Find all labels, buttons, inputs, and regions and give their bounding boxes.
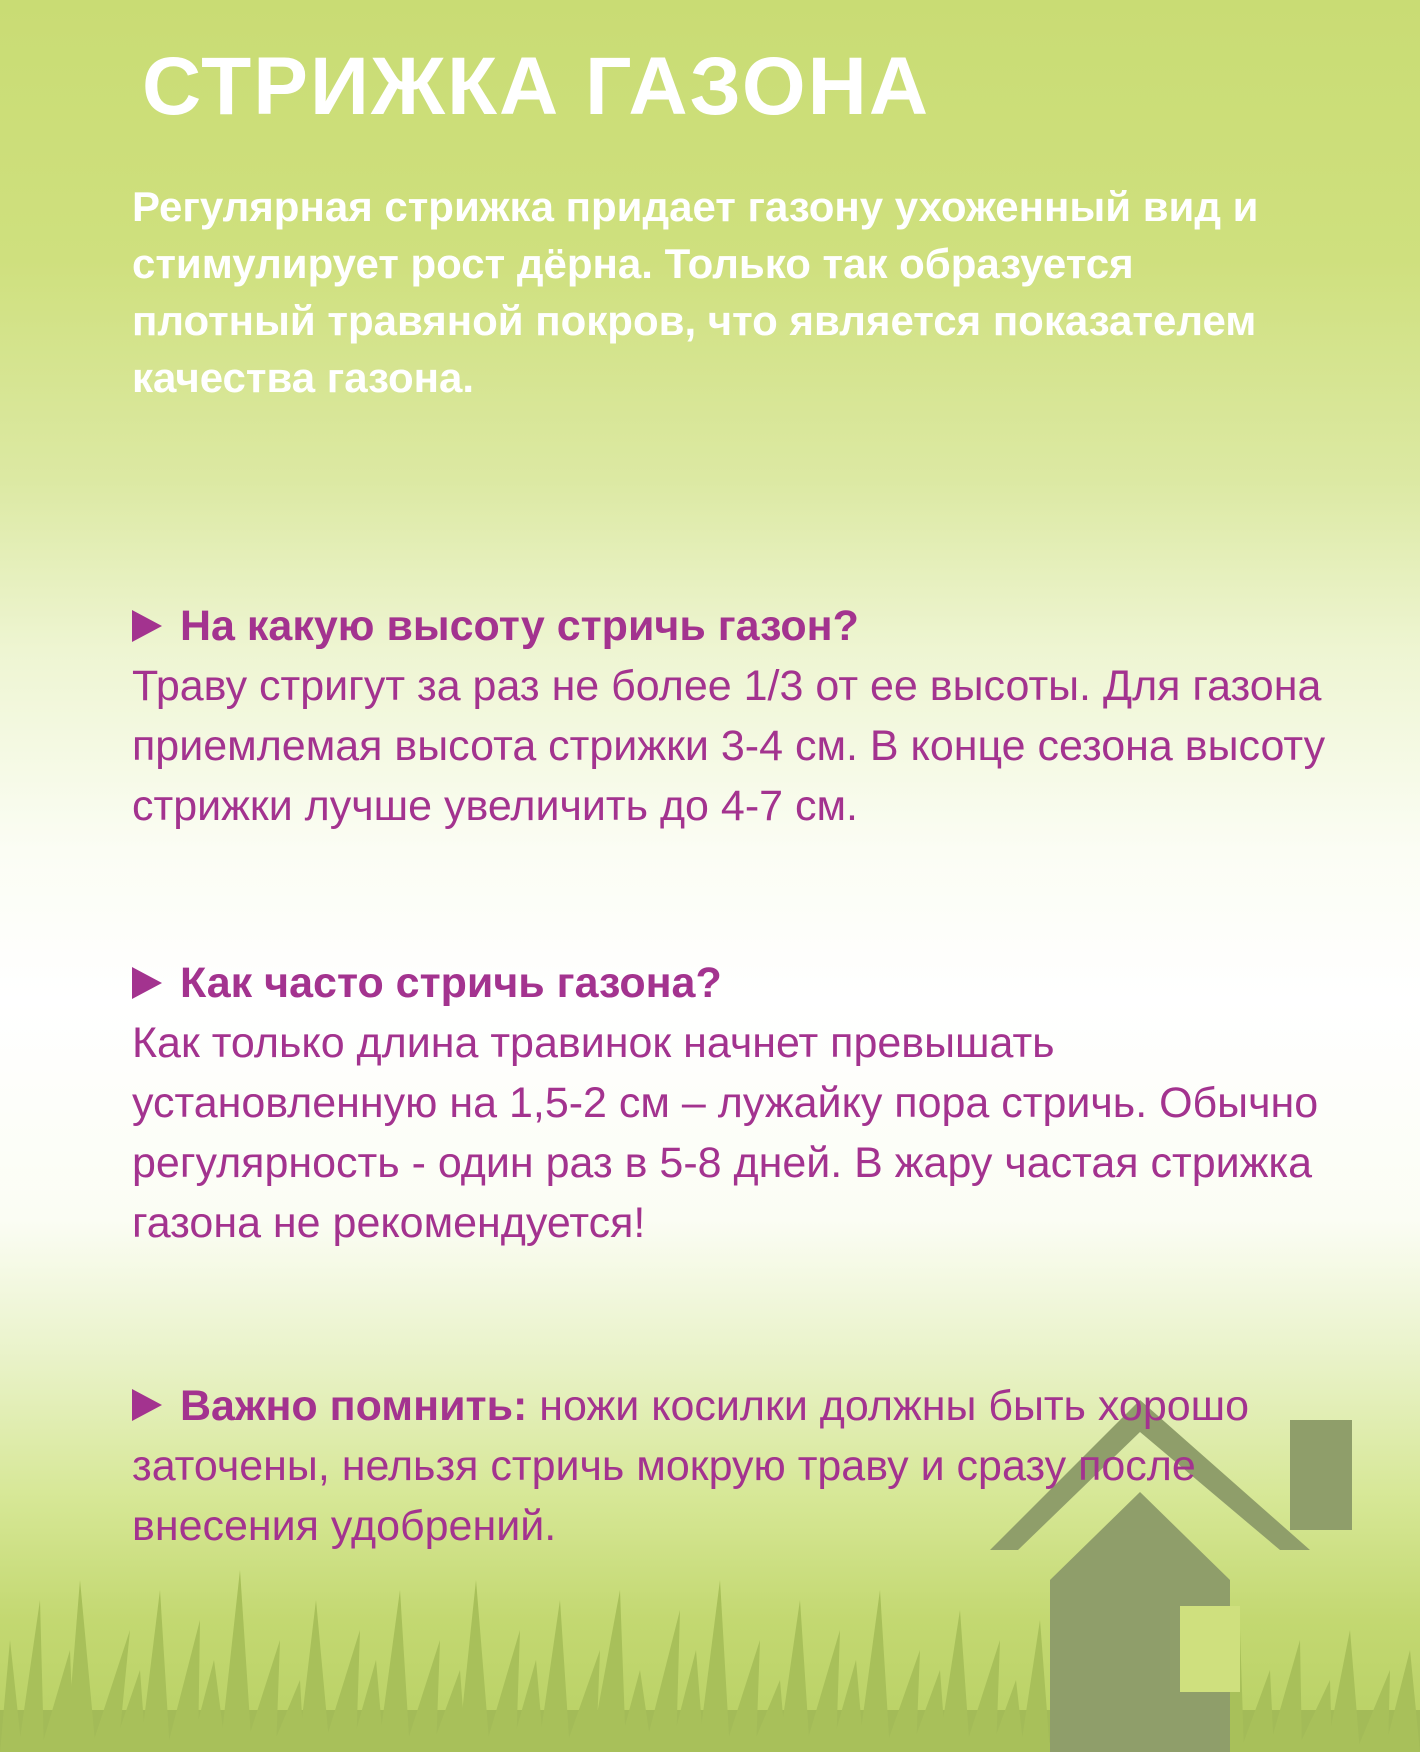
section-heading-text: Как часто стричь газона? bbox=[180, 959, 722, 1007]
section-cut-height bbox=[132, 596, 1342, 836]
page-title: СТРИЖКА ГАЗОНА bbox=[142, 41, 931, 132]
section-heading bbox=[132, 596, 1342, 656]
important-text: ножи косилки должны быть хорошо заточены, нельзя стричь мокрую траву и сразу после внесения удобрений. bbox=[132, 1382, 1250, 1550]
bullet-triangle-icon bbox=[132, 967, 162, 999]
intro-paragraph: Регулярная стрижка придает газону ухоженный вид и стимулирует рост дёрна. Только так образуется плотный травяной покров, что является показателем качества газона. bbox=[132, 183, 1259, 401]
bullet-triangle-icon bbox=[132, 610, 162, 642]
section-text: Как только длина травинок начнет превышать установленную на 1,5-2 см – лужайку пора стричь. Обычно регулярность - один раз в 5-8 дней. В жару частая стрижка газона не рекомендуется! bbox=[132, 1019, 1319, 1247]
section-cut-frequency bbox=[132, 953, 1342, 1253]
important-label: Важно помнить: bbox=[180, 1382, 528, 1430]
bullet-triangle-icon bbox=[132, 1389, 162, 1421]
important-note-text bbox=[132, 1376, 1342, 1556]
section-heading bbox=[132, 953, 1342, 1013]
section-heading-text: На какую высоту стричь газон? bbox=[180, 602, 859, 650]
section-text: Траву стригут за раз не более 1/3 от ее высоты. Для газона приемлемая высота стрижки 3-4 см. В конце сезона высоту стрижки лучше увеличить до 4-7 см. bbox=[132, 662, 1326, 830]
section-important-note bbox=[132, 1376, 1342, 1556]
